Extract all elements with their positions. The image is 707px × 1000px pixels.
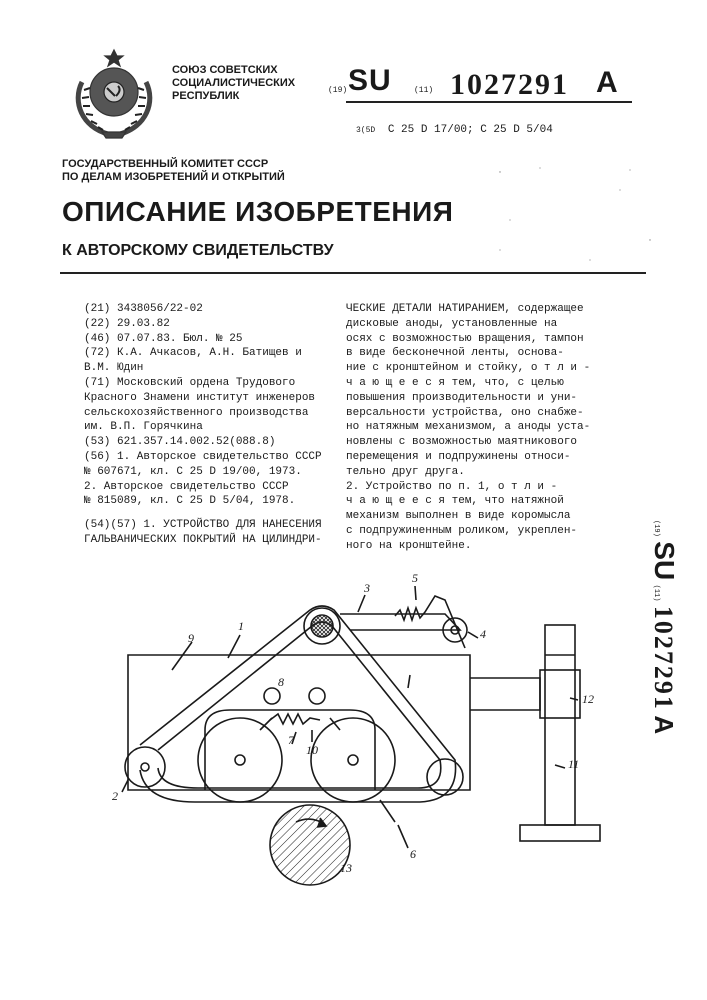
label-1: 1	[238, 619, 244, 633]
label-5: 5	[412, 571, 418, 585]
claims-line: дисковые аноды, установленные на	[346, 317, 558, 330]
belt-inner	[158, 622, 441, 788]
country-line: СОЮЗ СОВЕТСКИХ	[172, 64, 278, 76]
claims-line: с подпружиненным роликом, укреплен-	[346, 524, 578, 537]
biblio-line: им. В.П. Горячкина	[84, 421, 203, 434]
claims-line: ч а ю щ е е с я тем, что, с целью	[346, 376, 564, 389]
biblio-line: 2. Авторское свидетельство СССР	[84, 480, 289, 493]
ipc-tag: 3(5D	[356, 126, 376, 135]
stand-collar	[540, 670, 580, 718]
biblio-line: (56) 1. Авторское свидетельство СССР	[84, 450, 322, 463]
label-6: 6	[410, 847, 416, 861]
country-name	[172, 64, 295, 103]
anode-cavity	[205, 710, 375, 790]
claims-line: ч а ю щ е е с я тем, что натяжной	[346, 495, 564, 508]
claims-line: ЧЕСКИЕ ДЕТАЛИ НАТИРАНИЕМ, содержащее	[346, 303, 584, 315]
technical-drawing	[100, 560, 620, 890]
biblio-line: Красного Знамени институт инженеров	[84, 391, 316, 404]
claims-line: осях с возможностью вращения, тампон	[346, 332, 584, 345]
spring	[395, 596, 465, 648]
claims-line: 2. Устройство по п. 1, о т л и -	[346, 480, 558, 493]
label-13: 13	[340, 861, 352, 875]
claims-text	[346, 302, 590, 554]
biblio-line: (22) 29.03.82	[84, 317, 170, 330]
header-rule	[60, 272, 646, 274]
claim-heading-line: (54)(57) 1. УСТРОЙСТВО ДЛЯ НАНЕСЕНИЯ	[84, 519, 322, 531]
stand-base	[520, 825, 600, 841]
patent-number: 1027291	[450, 68, 569, 101]
number-underline	[346, 101, 632, 103]
claims-line: ного на кронштейне.	[346, 539, 472, 552]
bracket	[470, 678, 540, 710]
claims-line: ние с кронштейном и стойку, о т л и -	[346, 362, 591, 375]
label-8: 8	[278, 675, 284, 689]
side-office-code: SU	[649, 541, 680, 581]
country-line: СОЦИАЛИСТИЧЕСКИХ	[172, 77, 296, 89]
side-kind-code: A	[649, 715, 679, 735]
bibliographic-data	[84, 302, 322, 509]
claims-line: механизм выполнен в виде коромысла	[346, 510, 571, 523]
committee	[62, 158, 285, 184]
biblio-line: (71) Московский ордена Трудового	[84, 376, 296, 389]
document-subtitle: К АВТОРСКОМУ СВИДЕТЕЛЬСТВУ	[62, 242, 334, 259]
biblio-line: (72) К.А. Ачкасов, А.Н. Батищев и	[84, 347, 302, 360]
side-patent-id	[630, 520, 690, 820]
label-4: 4	[480, 627, 486, 641]
claims-line: перемещения и подпружинены относи-	[346, 450, 571, 463]
tag-19: (19)	[328, 86, 348, 95]
biblio-line: (53) 621.357.14.002.52(088.8)	[84, 436, 276, 449]
claims-line: тельно друг друга.	[346, 465, 465, 478]
patent-number-block	[328, 64, 638, 104]
biblio-line: сельскохозяйственного производства	[84, 406, 309, 419]
pivot-hole	[264, 688, 280, 704]
tensioner-arm	[340, 614, 460, 630]
claims-line: повышения производительности и уни-	[346, 391, 578, 404]
committee-line: ГОСУДАРСТВЕННЫЙ КОМИТЕТ СССР	[62, 158, 269, 170]
document-title: ОПИСАНИЕ ИЗОБРЕТЕНИЯ	[62, 196, 454, 227]
biblio-line: (21) 3438056/22-02	[84, 303, 203, 315]
claim-heading-line: ГАЛЬВАНИЧЕСКИХ ПОКРЫТИЙ НА ЦИЛИНДРИ-	[84, 533, 322, 546]
biblio-line: (46) 07.07.83. Бюл. № 25	[84, 332, 243, 345]
side-tag-19: (19)	[652, 520, 660, 537]
ipc-classification	[356, 124, 553, 136]
country-line: РЕСПУБЛИК	[172, 90, 240, 102]
label-2: 2	[112, 789, 118, 803]
side-tag-11: (11)	[652, 584, 660, 602]
label-11: 11	[568, 757, 580, 771]
claim-heading	[84, 518, 322, 548]
label-9: 9	[188, 631, 194, 645]
corner-roller	[125, 747, 165, 787]
anode-spring	[270, 714, 320, 724]
committee-line: ПО ДЕЛАМ ИЗОБРЕТЕНИЙ И ОТКРЫТИЙ	[62, 171, 285, 183]
biblio-line: В.М. Юдин	[84, 362, 144, 375]
label-12: 12	[582, 692, 594, 706]
tag-11: (11)	[414, 86, 434, 95]
scan-specks	[480, 160, 680, 280]
claims-line: но натяжным механизмом, а аноды уста-	[346, 421, 591, 434]
label-3: 3	[364, 581, 370, 595]
side-patent-number: 1027291	[649, 605, 678, 711]
label-7: 7	[288, 733, 294, 747]
workpiece	[270, 805, 350, 885]
ipc-classes: C 25 D 17/00; C 25 D 5/04	[387, 124, 553, 136]
biblio-line: № 815089, кл. С 25 D 5/04, 1978.	[84, 495, 296, 508]
claims-line: версальности устройства, оно снабже-	[346, 406, 584, 419]
label-10: 10	[306, 743, 318, 757]
claims-line: новлены с возможностью маятникового	[346, 436, 578, 449]
claims-line: в виде бесконечной ленты, основа-	[346, 347, 564, 360]
biblio-line: № 607671, кл. С 25 D 19/00, 1973.	[84, 465, 302, 478]
ussr-emblem	[62, 42, 166, 142]
housing	[128, 655, 470, 790]
kind-code: A	[596, 66, 618, 99]
pivot-hole	[309, 688, 325, 704]
office-code: SU	[348, 64, 392, 97]
